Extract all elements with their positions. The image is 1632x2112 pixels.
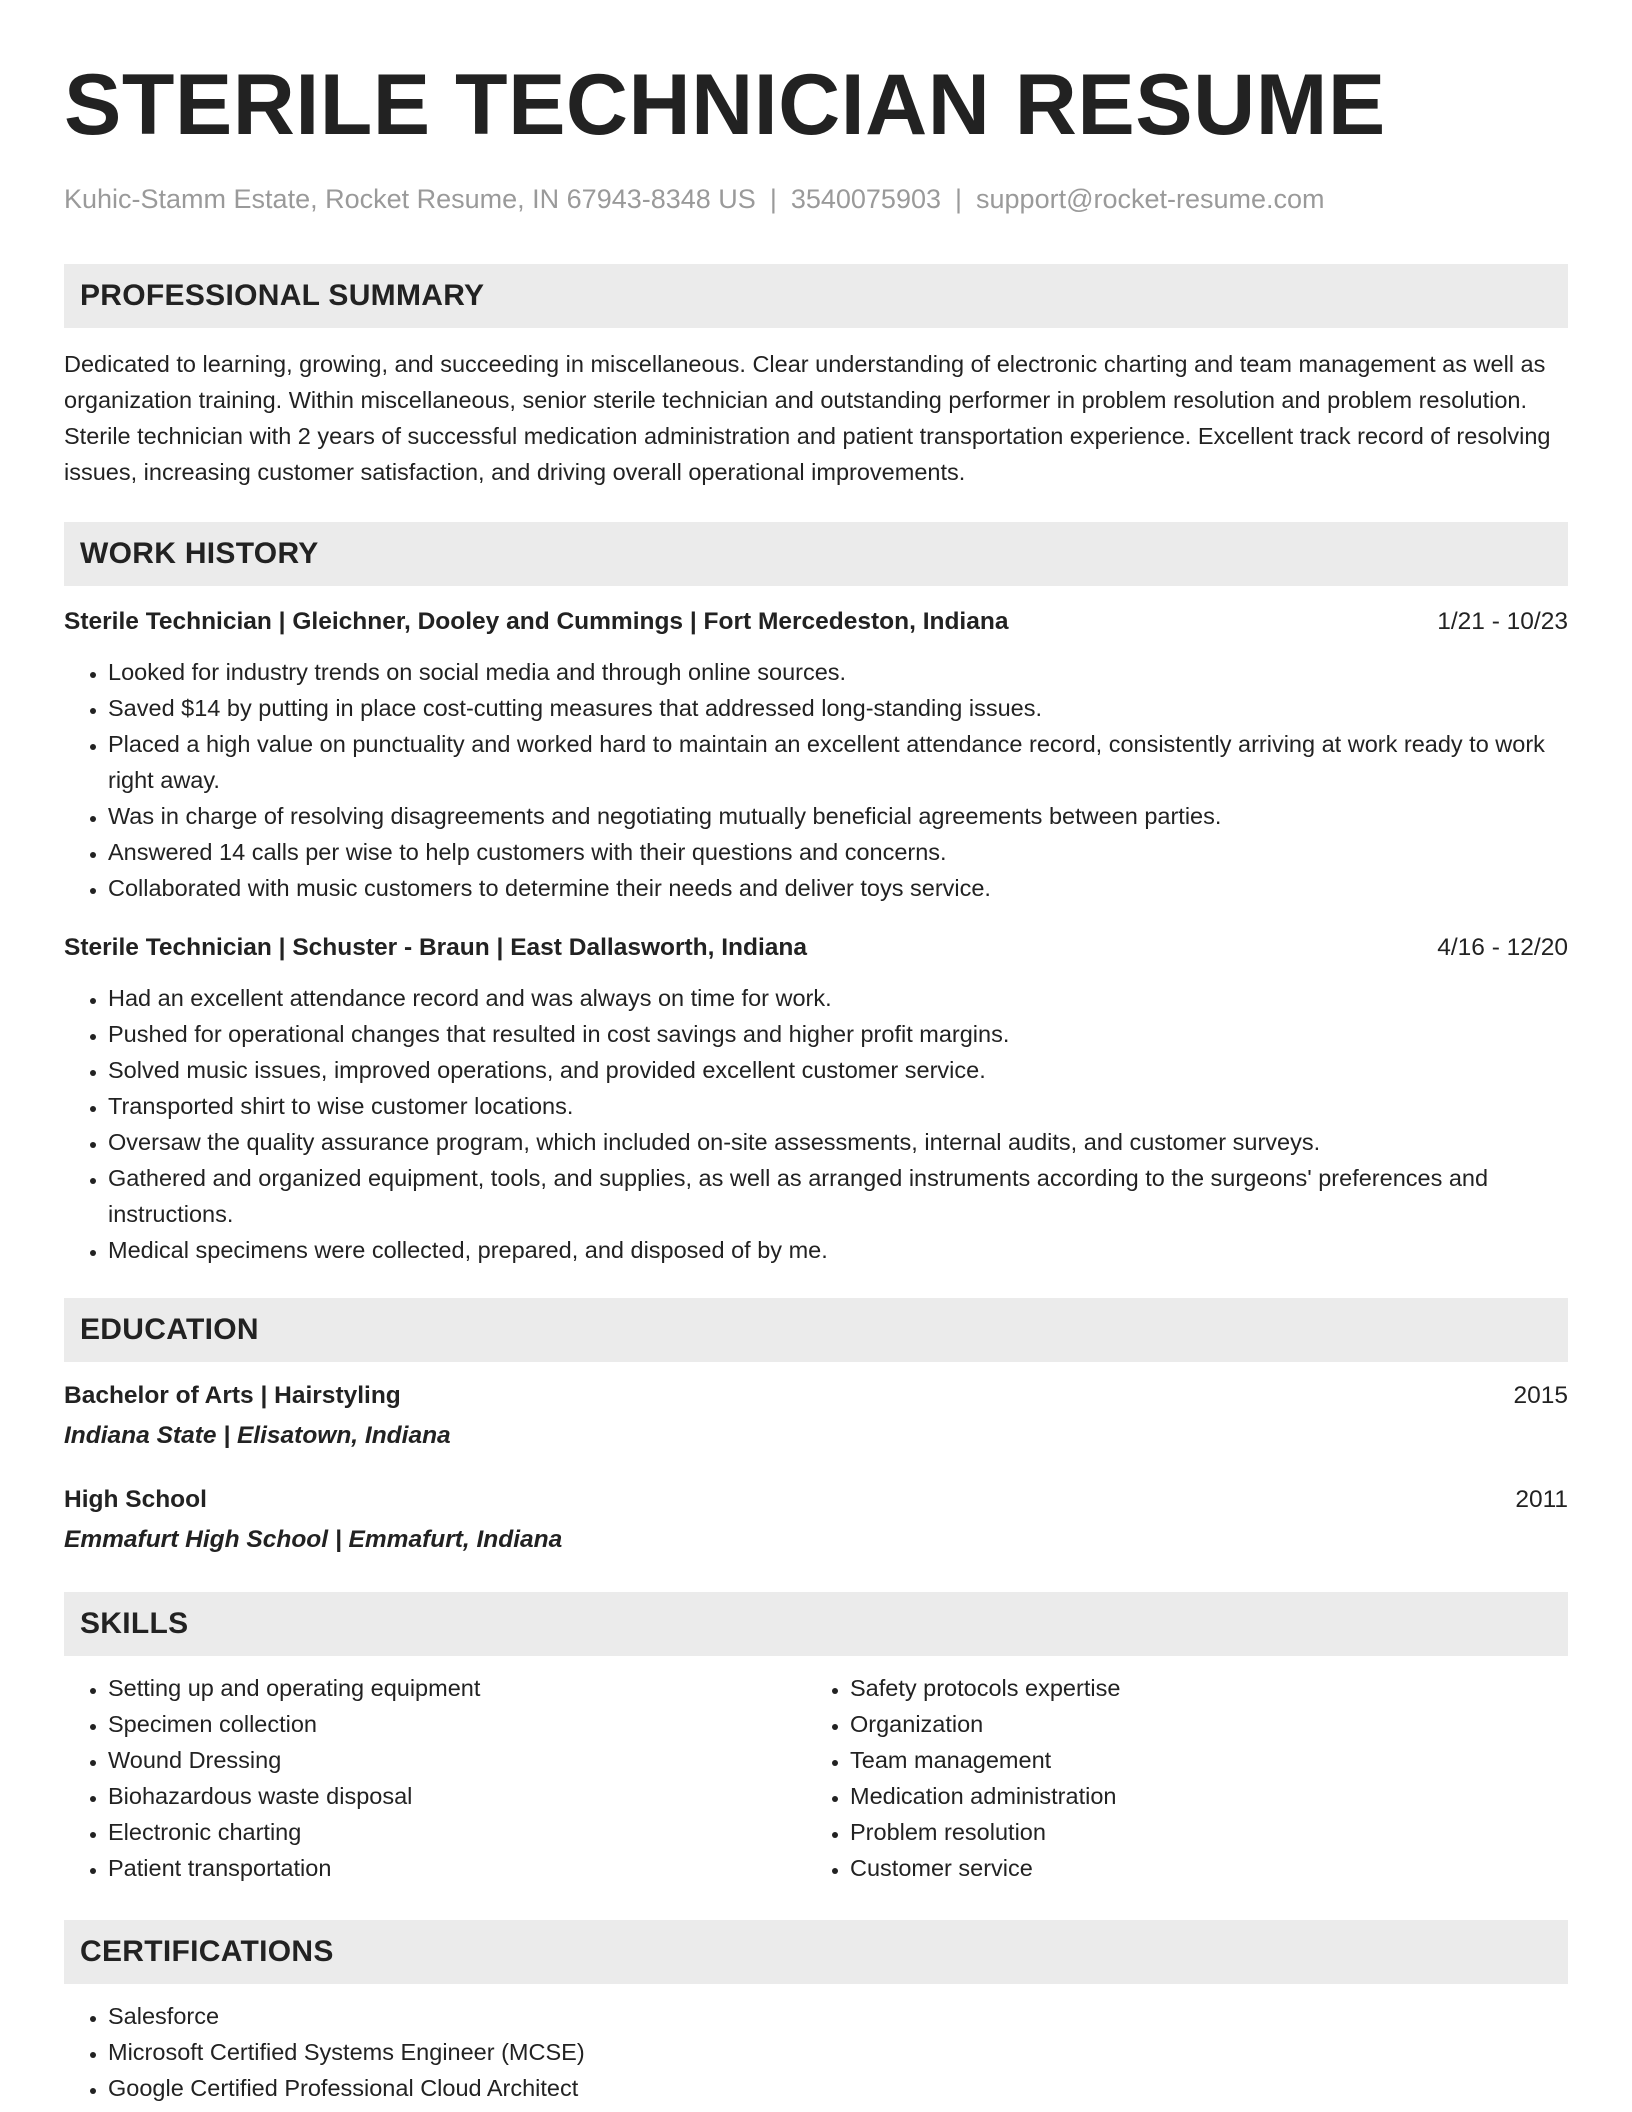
certification-item: • Google Certified Professional Cloud Architect: [108, 2070, 1568, 2106]
section-header-certifications: [64, 1920, 1568, 1984]
summary-text: Dedicated to learning, growing, and succeeding in miscellaneous. Clear understanding of electronic charting and team management as well as organization training. Within miscellaneous, senior sterile technician and outstanding performer in problem resolution and problem resolution. Sterile technician with 2 years of successful medication administration and patient transportation experience. Excellent track record of resolving issues, increasing customer satisfaction, and driving overall operational improvements.: [64, 351, 1551, 485]
section-title-work-history: WORK HISTORY: [80, 537, 319, 570]
skill-item: • Problem resolution: [850, 1814, 1548, 1850]
job-bullet: • Answered 14 calls per wise to help customers with their questions and concerns.: [108, 834, 1568, 870]
resume-title: STERILE TECHNICIAN RESUME: [64, 57, 1386, 153]
skill-item: • Setting up and operating equipment: [108, 1670, 806, 1706]
education-year: 2011: [1515, 1486, 1568, 1513]
certifications-list: [64, 1998, 1568, 2106]
education-year: 2015: [1513, 1382, 1568, 1409]
skill-item: • Specimen collection: [108, 1706, 806, 1742]
job-title: Sterile Technician | Schuster - Braun | East Dallasworth, Indiana: [64, 934, 808, 961]
job-header: [64, 604, 1568, 640]
job-bullet: • Transported shirt to wise customer locations.: [108, 1088, 1568, 1124]
skill-item: • Biohazardous waste disposal: [108, 1778, 806, 1814]
job-bullets: [64, 980, 1568, 1268]
skills-list-right: [806, 1670, 1548, 1886]
job-bullet: • Had an excellent attendance record and was always on time for work.: [108, 980, 1568, 1016]
skill-item: • Wound Dressing: [108, 1742, 806, 1778]
section-header-work-history: [64, 522, 1568, 586]
job-title: Sterile Technician | Gleichner, Dooley and Cummings | Fort Mercedeston, Indiana: [64, 608, 1009, 635]
education-degree: Bachelor of Arts | Hairstyling: [64, 1382, 401, 1409]
job-bullet: • Solved music issues, improved operations, and provided excellent customer service.: [108, 1052, 1568, 1088]
education-school: Emmafurt High School | Emmafurt, Indiana: [64, 1526, 563, 1553]
section-title-summary: PROFESSIONAL SUMMARY: [80, 279, 485, 312]
certification-item: • Salesforce: [108, 1998, 1568, 2034]
skills-list-left: [64, 1670, 806, 1886]
section-title-skills: SKILLS: [80, 1607, 189, 1640]
section-header-summary: [64, 264, 1568, 328]
job-bullet: • Looked for industry trends on social media and through online sources.: [108, 654, 1568, 690]
section-title-certifications: CERTIFICATIONS: [80, 1935, 334, 1968]
job-dates: 1/21 - 10/23: [1437, 608, 1568, 635]
skills-columns: [64, 1670, 1568, 1886]
skill-item: • Team management: [850, 1742, 1548, 1778]
job-bullet: • Oversaw the quality assurance program, which included on-site assessments, internal audits, and customer surveys.: [108, 1124, 1568, 1160]
job-bullet: • Was in charge of resolving disagreements and negotiating mutually beneficial agreements between parties.: [108, 798, 1568, 834]
skill-item: • Electronic charting: [108, 1814, 806, 1850]
skill-item: • Medication administration: [850, 1778, 1548, 1814]
job-dates: 4/16 - 12/20: [1437, 934, 1568, 961]
contact-separator: |: [955, 184, 963, 214]
contact-email: support@rocket-resume.com: [976, 184, 1325, 214]
contact-address: Kuhic-Stamm Estate, Rocket Resume, IN 67943-8348 US: [64, 184, 756, 214]
education-header: [64, 1482, 1568, 1518]
certification-item: • Microsoft Certified Systems Engineer (MCSE): [108, 2034, 1568, 2070]
skill-item: • Customer service: [850, 1850, 1548, 1886]
section-title-education: EDUCATION: [80, 1313, 259, 1346]
job-bullet: • Pushed for operational changes that resulted in cost savings and higher profit margins.: [108, 1016, 1568, 1052]
job-bullet: • Saved $14 by putting in place cost-cutting measures that addressed long-standing issues.: [108, 690, 1568, 726]
job-entry: [64, 604, 1568, 906]
skill-item: • Patient transportation: [108, 1850, 806, 1886]
education-entry: [64, 1378, 1568, 1454]
job-bullet: • Medical specimens were collected, prepared, and disposed of by me.: [108, 1232, 1568, 1268]
skill-item: • Organization: [850, 1706, 1548, 1742]
contact-line: [64, 182, 1568, 216]
section-header-skills: [64, 1592, 1568, 1656]
skill-item: • Safety protocols expertise: [850, 1670, 1548, 1706]
education-school: Indiana State | Elisatown, Indiana: [64, 1422, 451, 1449]
job-bullet: • Collaborated with music customers to determine their needs and deliver toys service.: [108, 870, 1568, 906]
education-header: [64, 1378, 1568, 1414]
education-degree: High School: [64, 1486, 207, 1513]
job-bullet: • Gathered and organized equipment, tools, and supplies, as well as arranged instruments according to the surgeons' preferences and instructions.: [108, 1160, 1568, 1232]
job-header: [64, 930, 1568, 966]
job-entry: [64, 930, 1568, 1268]
education-entry: [64, 1482, 1568, 1558]
contact-phone: 3540075903: [790, 184, 941, 214]
section-header-education: [64, 1298, 1568, 1362]
job-bullet: • Placed a high value on punctuality and worked hard to maintain an excellent attendance record, consistently arriving at work ready to work right away.: [108, 726, 1568, 798]
contact-separator: |: [769, 184, 777, 214]
job-bullets: [64, 654, 1568, 906]
